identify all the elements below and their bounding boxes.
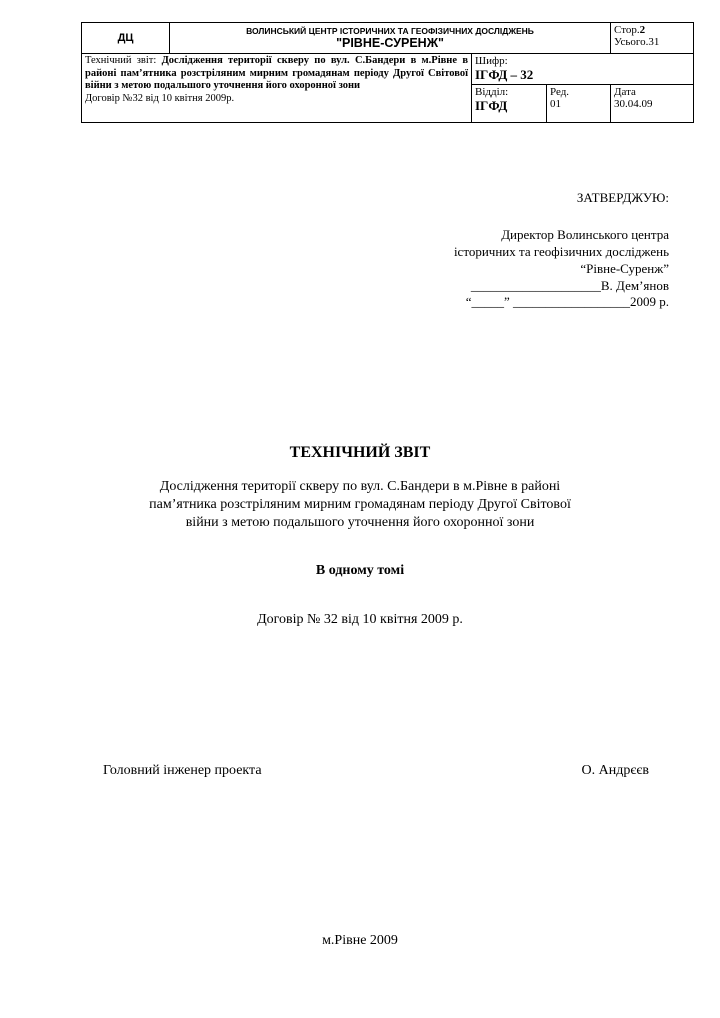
subtitle-line1: Дослідження території скверу по вул. С.Бандери в м.Рівне в районі (159, 479, 561, 494)
cipher-cell (472, 54, 694, 85)
report-title: Дослідження території скверу по вул. С.Бандери в м.Рівне в районі пам’ятника розстріляним мирним громадянам періоду Другої Світової війни з метою подальшого уточнення його охоронної зони (85, 55, 468, 91)
doc-code: ДЦ (82, 23, 170, 54)
date-value: 30.04.09 (614, 98, 653, 110)
report-label: Технічний звіт: (85, 55, 162, 66)
org-full-name: ВОЛИНСЬКИЙ ЦЕНТР ІСТОРИЧНИХ ТА ГЕОФІЗИЧНИХ ДОСЛІДЖЕНЬ (246, 26, 534, 36)
org-cell (170, 23, 611, 54)
total-pages: Усього.31 (614, 36, 660, 48)
chief-engineer-role: Головний інженер проекта (103, 763, 262, 778)
approval-org-name: “Рівне-Суренж” (580, 261, 669, 276)
edition-value: 01 (550, 98, 561, 110)
report-description-cell (82, 54, 472, 123)
org-short-name: "РІВНЕ-СУРЕНЖ" (336, 36, 444, 50)
approval-signature: ____________________В. Дем’янов (470, 278, 669, 293)
page-number: Стор.2 (614, 24, 646, 36)
document-title: ТЕХНІЧНИЙ ЗВІТ (289, 444, 431, 461)
header-contract: Договір №32 від 10 квітня 2009р. (85, 92, 235, 104)
edition-cell (547, 85, 611, 123)
subtitle-line2: пам’ятника розстріляним мирним громадянам періоду Другої Світової (149, 497, 571, 512)
department-value: ІГФД (475, 98, 508, 113)
place-and-year: м.Рівне 2009 (322, 933, 398, 948)
approval-title: ЗАТВЕРДЖУЮ: (576, 190, 669, 205)
report-description (85, 55, 468, 93)
subtitle-line3: війни з метою подальшого уточнення його охоронної зони (185, 515, 535, 530)
department-cell (472, 85, 547, 123)
date-label: Дата (614, 86, 636, 98)
approval-date: “_____” __________________2009 р. (465, 294, 669, 309)
contract-line: Договір № 32 від 10 квітня 2009 р. (257, 612, 463, 627)
title-block (81, 22, 694, 123)
volume-note: В одному томі (315, 563, 405, 578)
chief-engineer-name: О. Андрєєв (581, 763, 649, 778)
date-cell (611, 85, 694, 123)
cipher-value: ІГФД – 32 (475, 67, 534, 82)
approval-position-line1: Директор Волинського центра (501, 227, 669, 242)
edition-label: Ред. (550, 86, 570, 98)
page-cell (611, 23, 694, 54)
cipher-label: Шифр: (475, 55, 508, 67)
approval-position-line2: історичних та геофізичних досліджень (453, 244, 669, 259)
department-label: Відділ: (475, 86, 509, 98)
